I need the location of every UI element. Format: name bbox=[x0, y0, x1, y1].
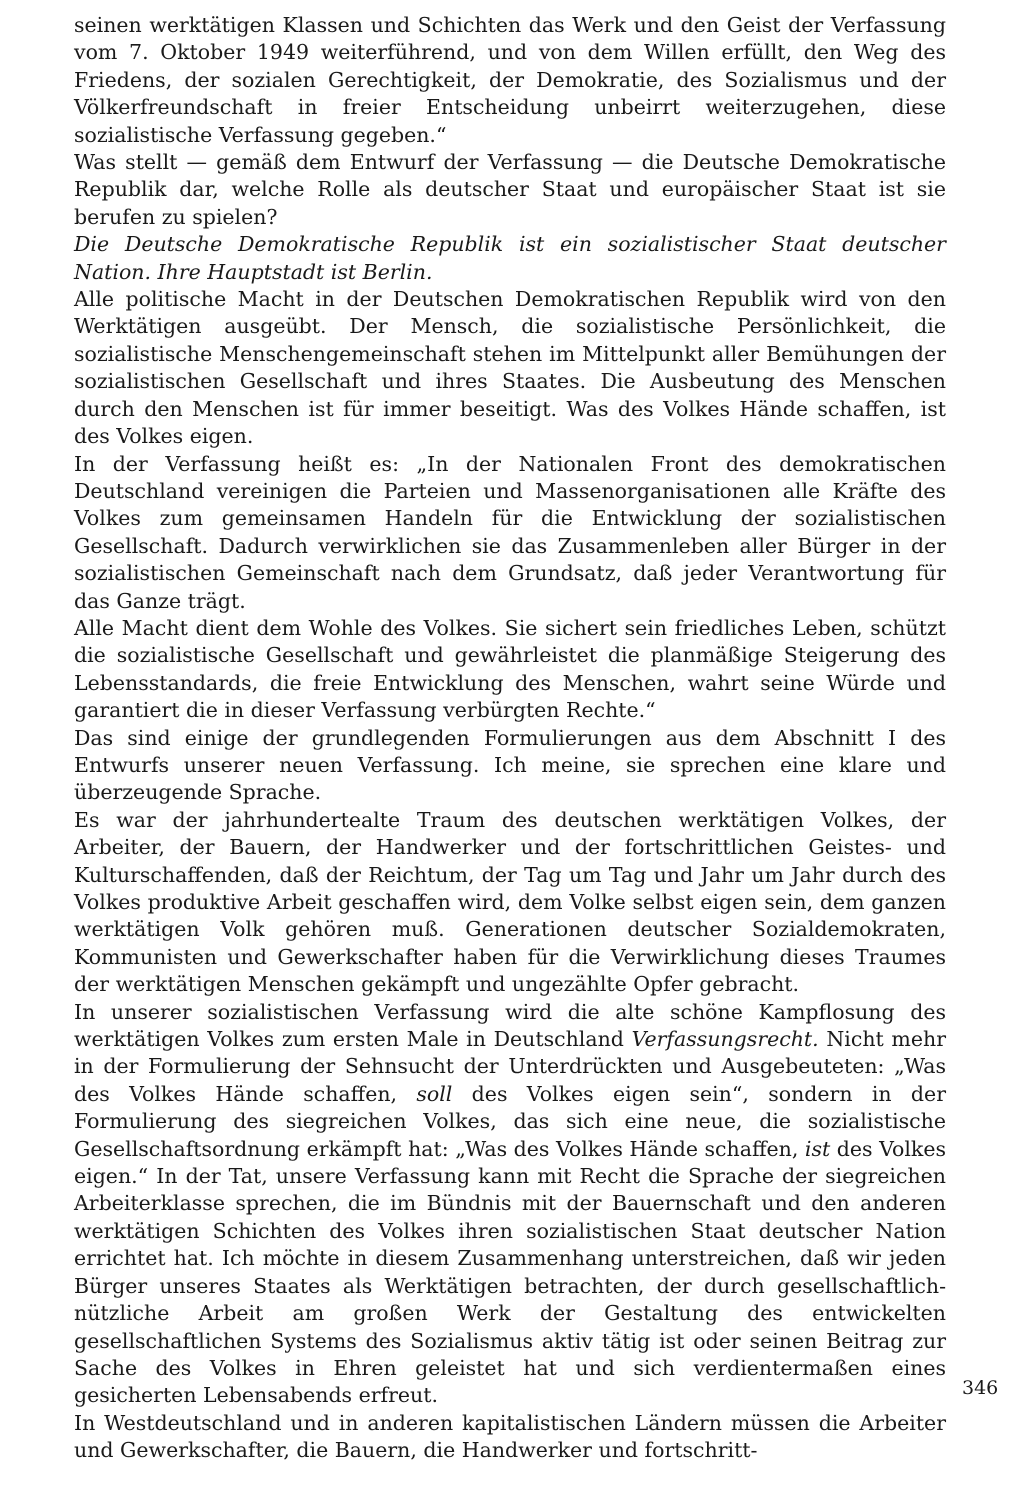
italic-span: ist bbox=[804, 1136, 831, 1161]
paragraph-2-question: Was stellt — gemäß dem Entwurf der Verfassung — die Deutsche Demokratische Republik dar, welche Rolle als deutscher Staat und europäischer Staat ist sie berufen zu spielen? bbox=[74, 150, 946, 229]
text-span: Nicht mehr in der Formulierung der Sehnsucht der Unterdrückten und Ausgebeuteten: „Was des Volkes Hände schaffen, bbox=[74, 1027, 946, 1106]
paragraph-1: seinen werktätigen Klassen und Schichten das Werk und den Geist der Verfassung vom 7. Oktober 1949 weiterführend, und von dem Willen erfüllt, den Weg des Friedens, der sozialen Gerechtigkeit, der Demokratie, des Sozialismus und der Völkerfreundschaft in freier Entscheidung unbeirrt weiterzugehen, diese sozialistische Verfassung gegeben.“ bbox=[74, 13, 946, 147]
text-span: des Volkes eigen sein“, sondern in der Formulierung des siegreichen Volkes, das sich eine neue, die sozialistische Gesellschaftsordnung erkämpft hat: „Was des Volkes Hände schaffen, bbox=[74, 1081, 946, 1161]
paragraph-8: Es war der jahrhundertealte Traum des deutschen werktätigen Volkes, der Arbeiter, der Bauern, der Handwerker und der fortschrittlichen Geistes- und Kulturschaffenden, daß der Reichtum, der Tag um Tag und Jahr um Jahr durch des Volkes produktive Arbeit geschaffen wird, dem Volke selbst eigen sein, dem ganzen werktätigen Volk gehören muß. Generationen deutscher Sozialdemokraten, Kommunisten und Gewerkschafter haben für die Verwirklichung dieses Traumes der werktätigen Menschen gekämpft und ungezählte Opfer gebracht. bbox=[74, 807, 946, 997]
paragraph-7: Das sind einige der grundlegenden Formulierungen aus dem Abschnitt I des Entwurfs unserer neuen Verfassung. Ich meine, sie sprechen eine klare und überzeugende Sprache. bbox=[74, 725, 946, 805]
document-page bbox=[74, 12, 946, 1465]
paragraph-4: Alle politische Macht in der Deutschen Demokratischen Republik wird von den Werktätigen ausgeübt. Der Mensch, die sozialistische Persönlichkeit, die sozialistische Menschengemeinschaft stehen im Mittelpunkt aller Bemühungen der sozialistischen Gesellschaft und ihres Staates. Die Ausbeutung des Menschen durch den Menschen ist für immer beseitigt. Was des Volkes Hände schaffen, ist des Volkes eigen. bbox=[74, 287, 946, 449]
paragraph-5-quote: In der Verfassung heißt es: „In der Nationalen Front des demokratischen Deutschland vereinigen die Parteien und Massenorganisationen alle Kräfte des Volkes zum gemeinsamen Handeln für die Entwicklung der sozialistischen Gesellschaft. Dadurch verwirklichen sie das Zusammenleben aller Bürger in der sozialistischen Gemeinschaft nach dem Grundsatz, daß jeder Verantwortung für das Ganze trägt. bbox=[74, 451, 946, 613]
paragraph-3-italic-statement: Die Deutsche Demokratische Republik ist ein sozialistischer Staat deutscher Nation. Ihre Hauptstadt ist Berlin. bbox=[74, 232, 946, 284]
italic-span: soll bbox=[416, 1081, 453, 1106]
italic-span: Verfassungsrecht. bbox=[631, 1027, 819, 1052]
paragraph-9-mixed bbox=[74, 999, 946, 1410]
paragraph-10-last: In Westdeutschland und in anderen kapitalistischen Ländern müssen die Arbeiter und Gewerkschafter, die Bauern, die Handwerker und fortschritt- bbox=[74, 1410, 946, 1463]
page-number: 346 bbox=[962, 1377, 999, 1399]
paragraph-6-quote: Alle Macht dient dem Wohle des Volkes. Sie sichert sein friedliches Leben, schützt die sozialistische Gesellschaft und gewährleistet die planmäßige Steigerung des Lebensstandards, die freie Entwicklung des Menschen, wahrt seine Würde und garantiert die in dieser Verfassung verbürgten Rechte.“ bbox=[74, 615, 946, 723]
text-span: des Volkes eigen.“ In der Tat, unsere Verfassung kann mit Recht die Sprache der siegreichen Arbeiterklasse sprechen, die im Bündnis mit der Bauernschaft und den anderen werktätigen Schichten des Volkes ihren sozialistischen Staat deutscher Nation errichtet hat. Ich möchte in diesem Zusammenhang unterstreichen, daß wir jeden Bürger unseres Staates als Werktätigen betrachten, der durch gesellschaftlich-nützliche Arbeit am großen Werk der Gestaltung des entwickelten gesellschaftlichen Systems des Sozialismus aktiv tätig ist oder seinen Beitrag zur Sache des Volkes in Ehren geleistet hat und sich verdientermaßen eines gesicherten Lebensabends erfreut. bbox=[74, 1136, 946, 1408]
text-span: In unserer sozialistischen Verfassung wird die alte schöne Kampflosung des werktätigen Volkes zum ersten Male in Deutschland bbox=[74, 999, 946, 1052]
